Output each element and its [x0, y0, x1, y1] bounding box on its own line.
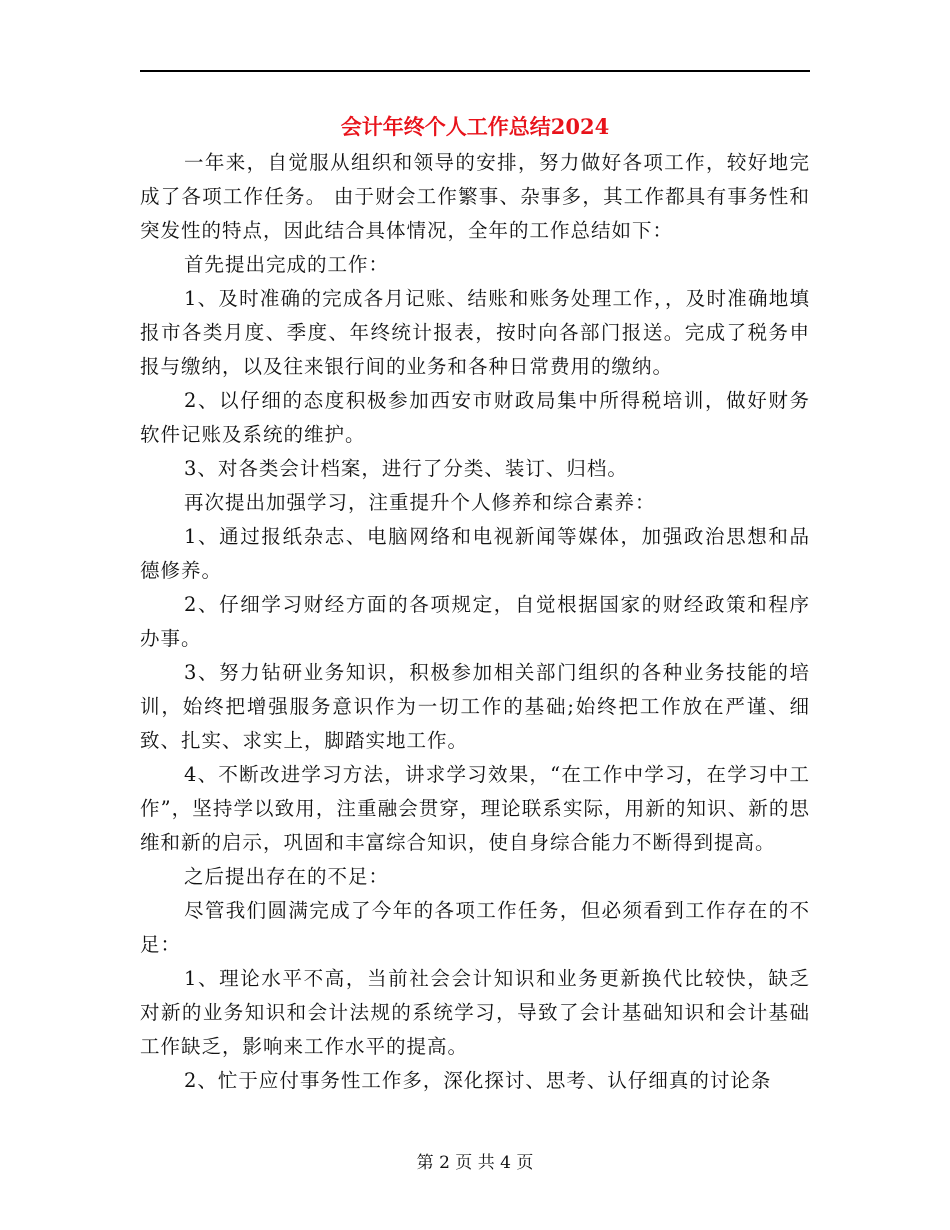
paragraph-shortcomings-intro: 尽管我们圆满完成了今年的各项工作任务，但必须看到工作存在的不足： [140, 899, 810, 956]
header-rule [140, 70, 810, 72]
paragraph-section-shortcomings: 之后提出存在的不足： [184, 865, 390, 888]
paragraph-learning-4: 4、不断改进学习方法，讲求学习效果，“在工作中学习，在学习中工作”，坚持学以致用，注重融会贯穿，理论联系实际，用新的知识、新的思维和新的启示，巩固和丰富综合知识，使自身综合能力不断得到提高。 [140, 763, 810, 854]
paragraph-item-3: 3、对各类会计档案，进行了分类、装订、归档。 [184, 457, 628, 480]
paragraph-shortcoming-1: 1、理论水平不高，当前社会会计知识和业务更新换代比较快，缺乏对新的业务知识和会计法规的系统学习，导致了会计基础知识和会计基础工作缺乏，影响来工作水平的提高。 [140, 967, 810, 1058]
paragraph-shortcoming-2: 2、忙于应付事务性工作多，深化探讨、思考、认仔细真的讨论条 [184, 1069, 772, 1092]
paragraph-item-1: 1、及时准确的完成各月记账、结账和账务处理工作，，及时准确地填报市各类月度、季度、年终统计报表，按时向各部门报送。完成了税务申报与缴纳，以及往来银行间的业务和各种日常费用的缴纳。 [140, 287, 810, 378]
paragraph-learning-1: 1、通过报纸杂志、电脑网络和电视新闻等媒体，加强政治思想和品德修养。 [140, 525, 810, 582]
paragraph-intro: 一年来，自觉服从组织和领导的安排，努力做好各项工作，较好地完成了各项工作任务。 由于财会工作繁事、杂事多，其工作都具有事务性和突发性的特点，因此结合具体情况，全年的工作总结如下： [140, 151, 810, 242]
document-body [140, 146, 810, 1098]
paragraph-section-completed-work: 首先提出完成的工作： [184, 253, 390, 276]
paragraph-section-learning: 再次提出加强学习，注重提升个人修养和综合素养： [184, 491, 656, 514]
paragraph-learning-2: 2、仔细学习财经方面的各项规定，自觉根据国家的财经政策和程序办事。 [140, 593, 810, 650]
paragraph-learning-3: 3、努力钻研业务知识，积极参加相关部门组织的各种业务技能的培训，始终把增强服务意识作为一切工作的基础;始终把工作放在严谨、细致、扎实、求实上，脚踏实地工作。 [140, 661, 810, 752]
paragraph-item-2: 2、以仔细的态度积极参加西安市财政局集中所得税培训，做好财务软件记账及系统的维护。 [140, 389, 810, 446]
page-number-footer: 第 2 页 共 4 页 [416, 1153, 534, 1173]
document-title: 会计年终个人工作总结2024 [340, 114, 610, 139]
